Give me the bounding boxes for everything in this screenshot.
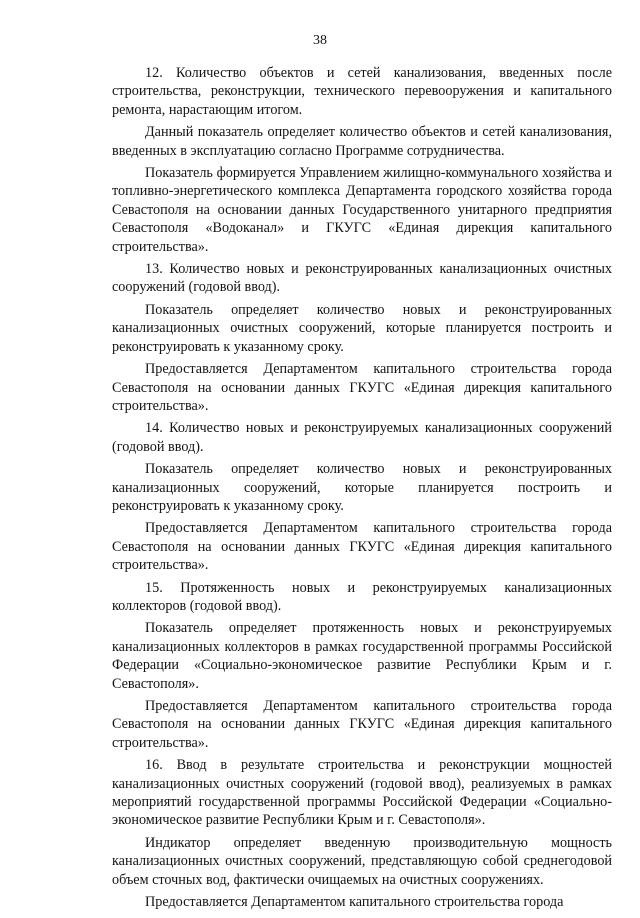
paragraph-item-12-source: Показатель формируется Управлением жилищно-коммунального хозяйства и топливно-энергетического комплекса Департамента городского хозяйства города Севастополя на основании данных Государственного унитарного предприятия Севастополя «Водоканал» и ГКУГС «Единая дирекция капитального строительства». — [112, 165, 612, 255]
paragraph-item-14-source: Предоставляется Департаментом капитального строительства города Севастополя на основании данных ГКУГС «Единая дирекция капитального строительства». — [112, 520, 612, 574]
paragraph-item-12-heading: 12. Количество объектов и сетей канализования, введенных после строительства, реконструкции, технического перевооружения и капитального ремонта, нарастающим итогом. — [112, 65, 612, 118]
paragraph-item-13-description: Показатель определяет количество новых и реконструированных канализационных очистных сооружений, которые планируется построить и реконструировать к указанному сроку. — [112, 301, 612, 355]
paragraph-item-15-description: Показатель определяет протяженность новых и реконструируемых канализационных коллекторов в рамках государственной программы Российской Федерации «Социально-экономическое развитие Республики Крым и г. Севастополя». — [112, 620, 612, 692]
paragraph-item-14-description: Показатель определяет количество новых и реконструированных канализационных сооружений, которые планируется построить и реконструировать к указанному сроку. — [112, 461, 612, 514]
page-number: 38 — [313, 33, 327, 48]
paragraph-item-15-source: Предоставляется Департаментом капитального строительства города Севастополя на основании данных ГКУГС «Единая дирекция капитального строительства». — [112, 698, 612, 751]
paragraph-item-16-heading: 16. Ввод в результате строительства и реконструкции мощностей канализационных очистных сооружений (годовой ввод), реализуемых в рамках мероприятий государственной программы Российской Федерации «Социально-экономическое развитие Республики Крым и г. Севастополя». — [112, 757, 612, 829]
document-body — [112, 64, 612, 911]
paragraph-item-16-description: Индикатор определяет введенную производительную мощность канализационных очистных сооружений, представляющую собой среднегодовой объем сточных вод, фактически очищаемых на очистных сооружениях. — [112, 834, 612, 888]
paragraph-item-16-source: Предоставляется Департаментом капитального строительства города — [145, 894, 564, 911]
paragraph-item-13-source: Предоставляется Департаментом капитального строительства города Севастополя на основании данных ГКУГС «Единая дирекция капитального строительства». — [112, 361, 612, 414]
paragraph-item-12-description: Данный показатель определяет количество объектов и сетей канализования, введенных в эксплуатацию согласно Программе сотрудничества. — [112, 124, 612, 159]
paragraph-item-14-heading: 14. Количество новых и реконструируемых канализационных сооружений (годовой ввод). — [112, 420, 612, 455]
paragraph-item-15-heading: 15. Протяженность новых и реконструируемых канализационных коллекторов (годовой ввод). — [112, 579, 612, 614]
paragraph-item-13-heading: 13. Количество новых и реконструированных канализационных очистных сооружений (годовой ввод). — [112, 261, 612, 296]
